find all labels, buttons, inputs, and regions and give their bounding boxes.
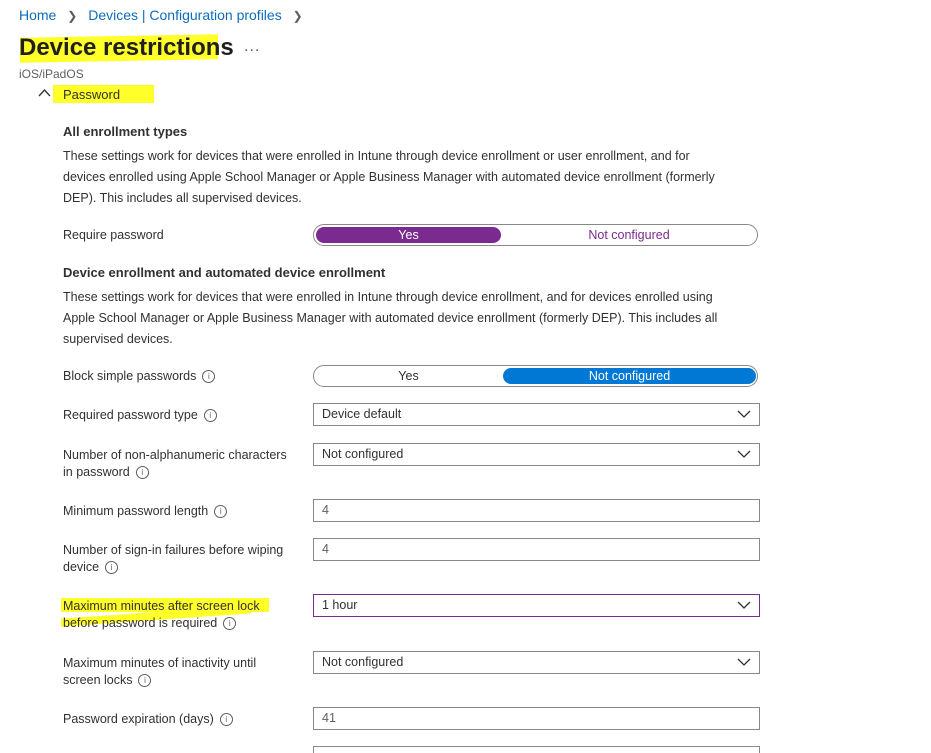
screen-lock-max-dropdown[interactable]: [313, 594, 760, 617]
description-line: These settings work for devices that were enrolled in Intune through device enrollment or user enrollment, and for: [63, 149, 690, 163]
non-alphanumeric-value: Not configured: [322, 447, 404, 461]
info-icon[interactable]: i: [136, 466, 149, 479]
info-icon[interactable]: i: [138, 674, 151, 687]
inactivity-dropdown[interactable]: [313, 651, 760, 674]
group-description-all-enrollment: [63, 146, 773, 209]
info-icon[interactable]: i: [220, 713, 233, 726]
chevron-right-icon: ❯: [67, 9, 78, 23]
password-type-value: Device default: [322, 407, 402, 421]
password-type-dropdown[interactable]: [313, 403, 760, 426]
chevron-up-icon[interactable]: [38, 88, 51, 97]
non-alphanumeric-label-line2: in password: [63, 465, 130, 479]
block-simple-passwords-toggle: [313, 365, 758, 387]
require-password-not-configured-option[interactable]: Not configured: [588, 228, 670, 242]
expiration-text: Password expiration (days): [63, 712, 214, 726]
require-password-toggle: [313, 224, 758, 246]
group-heading-device-enrollment: Device enrollment and automated device enrollment: [63, 265, 386, 280]
chevron-down-icon: [737, 601, 751, 610]
screen-lock-max-label-line2: before password is required: [63, 616, 218, 630]
next-field-input[interactable]: [313, 746, 760, 753]
info-icon[interactable]: i: [202, 370, 215, 383]
block-simple-passwords-text: Block simple passwords: [63, 369, 197, 383]
chevron-right-icon: ❯: [292, 9, 303, 23]
info-icon[interactable]: i: [105, 561, 118, 574]
breadcrumb-home-link[interactable]: Home: [19, 7, 57, 23]
signin-failures-label-line1: Number of sign-in failures before wiping: [63, 543, 284, 557]
block-simple-passwords-label: [63, 368, 215, 385]
description-line: DEP). This includes all supervised devices.: [63, 191, 302, 205]
block-simple-yes-option[interactable]: Yes: [398, 369, 419, 383]
expiration-input[interactable]: 41: [313, 707, 760, 730]
signin-failures-label: [63, 542, 283, 576]
min-length-input[interactable]: 4: [313, 499, 760, 522]
non-alphanumeric-label-line1: Number of non-alphanumeric characters: [63, 448, 287, 462]
expiration-label: [63, 711, 233, 728]
inactivity-label-line2: screen locks: [63, 673, 133, 687]
non-alphanumeric-label: [63, 447, 287, 481]
info-icon[interactable]: i: [214, 505, 227, 518]
signin-failures-input[interactable]: 4: [313, 538, 760, 561]
group-heading-all-enrollment: All enrollment types: [63, 124, 188, 139]
block-simple-not-configured-option[interactable]: Not configured: [503, 368, 756, 384]
password-type-text: Required password type: [63, 408, 198, 422]
breadcrumb-devices-link[interactable]: Devices | Configuration profiles: [88, 7, 282, 23]
inactivity-label-line1: Maximum minutes of inactivity until: [63, 656, 257, 670]
description-line: supervised devices.: [63, 332, 173, 346]
inactivity-label: [63, 655, 256, 689]
chevron-down-icon: [737, 658, 751, 667]
require-password-label: Require password: [63, 228, 164, 242]
info-icon[interactable]: i: [204, 409, 217, 422]
password-type-label: [63, 407, 217, 424]
description-line: These settings work for devices that were enrolled in Intune through device enrollment, and for devices enrolled using: [63, 290, 713, 304]
chevron-down-icon: [737, 450, 751, 459]
non-alphanumeric-dropdown[interactable]: [313, 443, 760, 466]
page-title: Device restrictions: [19, 34, 234, 61]
group-description-device-enrollment: [63, 287, 773, 350]
min-length-label: [63, 503, 227, 520]
min-length-text: Minimum password length: [63, 504, 209, 518]
more-options-button[interactable]: ...: [244, 38, 261, 55]
page-subtitle: iOS/iPadOS: [19, 67, 84, 81]
section-password-label[interactable]: Password: [63, 87, 121, 102]
breadcrumb: [19, 7, 310, 23]
screen-lock-max-label-line1: Maximum minutes after screen lock: [63, 599, 260, 613]
info-icon[interactable]: i: [223, 617, 236, 630]
screen-lock-max-label: [63, 598, 260, 632]
require-password-yes-option[interactable]: Yes: [316, 227, 501, 243]
chevron-down-icon: [737, 410, 751, 419]
inactivity-value: Not configured: [322, 655, 404, 669]
description-line: Apple School Manager or Apple Business Manager with automated device enrollment (formerly DEP). This includes all: [63, 311, 718, 325]
description-line: devices enrolled using Apple School Manager or Apple Business Manager with automated device enrollment (formerly: [63, 170, 715, 184]
signin-failures-label-line2: device: [63, 560, 100, 574]
screen-lock-max-value: 1 hour: [322, 598, 358, 612]
